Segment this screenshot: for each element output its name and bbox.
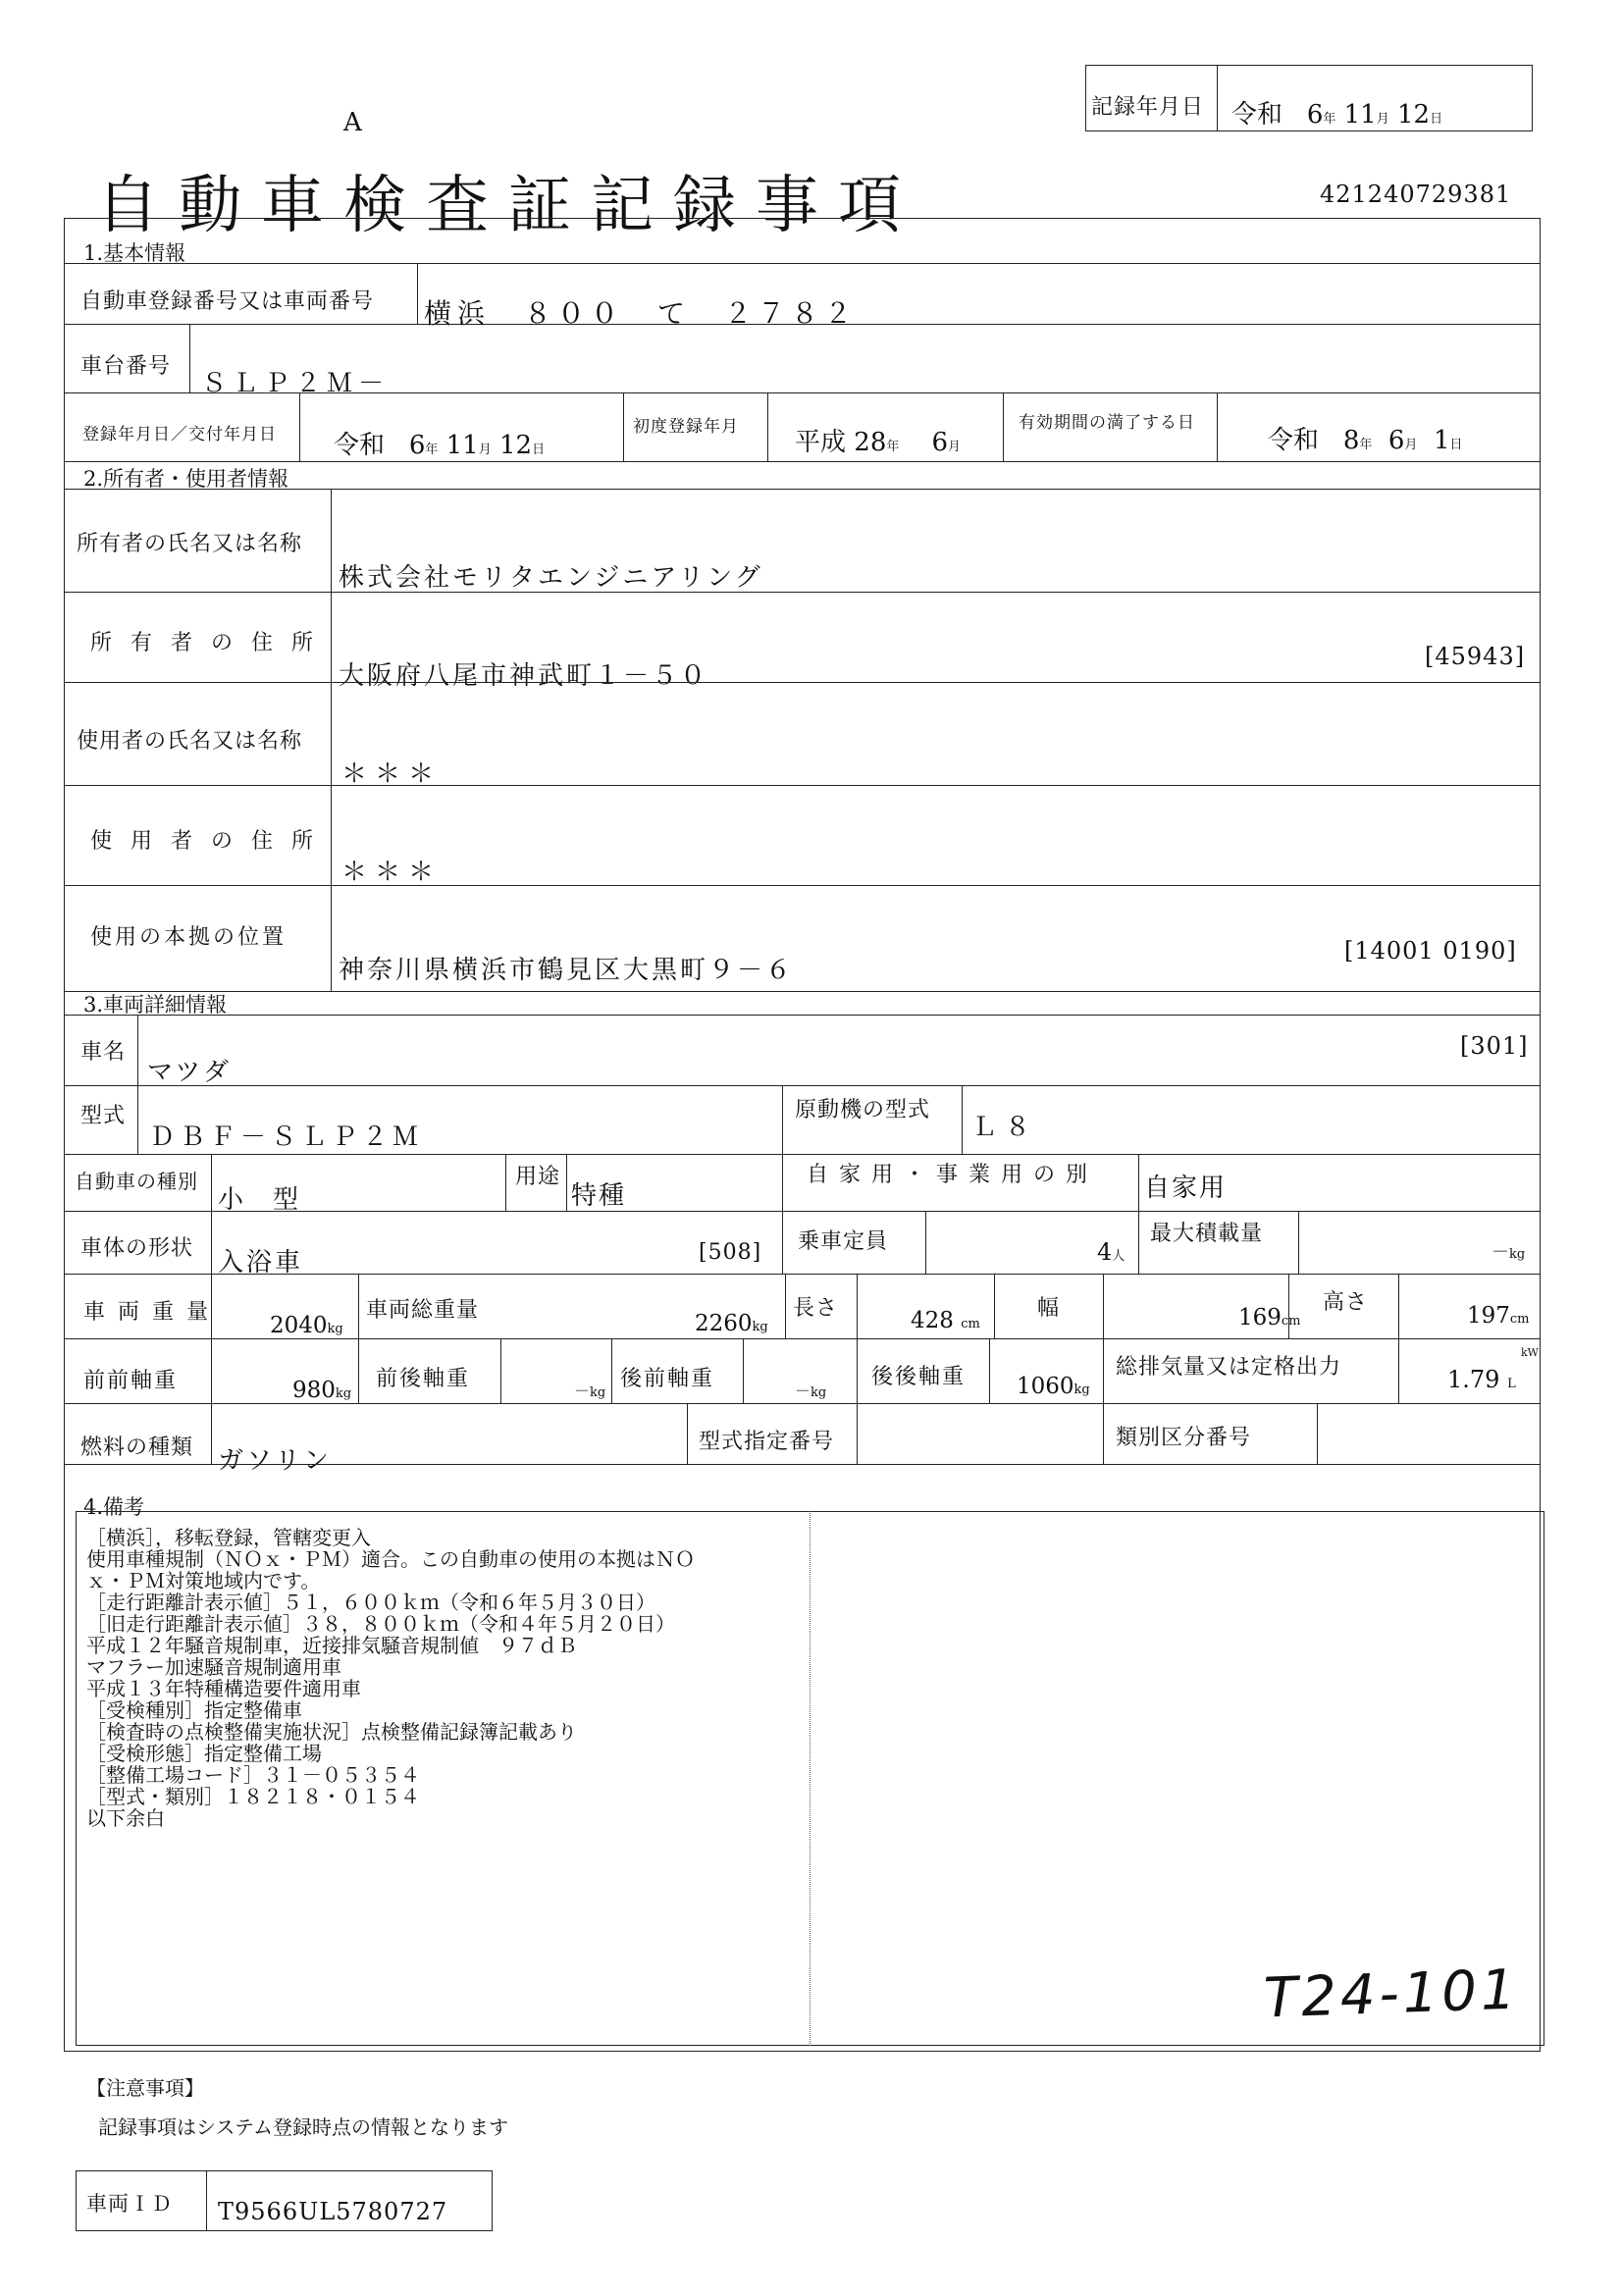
rr-axle-value: 1060kg — [1017, 1374, 1090, 1399]
base-location-label: 使用の本拠の位置 — [90, 925, 288, 950]
section-remarks-title: 4.備考 — [83, 1495, 145, 1519]
section-basic-title: 1.基本情報 — [83, 241, 186, 265]
vehicle-id-label: 車両ＩＤ — [86, 2192, 173, 2216]
issue-date-value: 令和 6年 11月 12日 — [334, 431, 546, 460]
body-shape-value: 入浴車 — [218, 1248, 304, 1278]
record-date-label: 記録年月日 — [1091, 95, 1205, 120]
user-name-value: ＊＊＊ — [341, 759, 443, 789]
remark-line: ［横浜］，移転登録，管轄変更入 — [86, 1526, 371, 1549]
remark-line: 以下余白 — [86, 1806, 165, 1830]
type-designation-label: 型式指定番号 — [699, 1430, 835, 1454]
user-name-label: 使用者の氏名又は名称 — [77, 729, 303, 754]
body-shape-code: [508] — [699, 1240, 762, 1265]
remark-line: ［受検形態］指定整備工場 — [86, 1742, 322, 1765]
fr-axle-value: －kg — [574, 1382, 606, 1400]
weight-label: 車 両 重 量 — [83, 1300, 211, 1325]
expiry-value: 令和 8年 6月 1日 — [1268, 426, 1463, 455]
owner-name-value: 株式会社モリタエンジニアリング — [339, 563, 763, 593]
ff-axle-label: 前前軸重 — [83, 1369, 179, 1393]
remark-line: ［受検種別］指定整備車 — [86, 1698, 302, 1722]
ff-axle-value: 980kg — [292, 1378, 352, 1403]
user-address-value: ＊＊＊ — [341, 858, 443, 887]
expiry-label: 有効期間の満了する日 — [1019, 413, 1195, 433]
remark-line: 平成１２年騒音規制車，近接排気騒音規制値 ９７ｄＢ — [86, 1634, 577, 1657]
reg-number-label: 自動車登録番号又は車両番号 — [80, 289, 375, 314]
chassis-label: 車台番号 — [80, 354, 172, 379]
notice-text: 記録事項はシステム登録時点の情報となります — [98, 2115, 508, 2139]
capacity-value: 4人 — [1097, 1238, 1125, 1266]
purpose-label: 自 家 用 ・ 事 業 用 の 別 — [807, 1163, 1089, 1187]
owner-name-label: 所有者の氏名又は名称 — [77, 532, 303, 556]
owner-address-code: [45943] — [1425, 643, 1526, 670]
max-load-value: －kg — [1491, 1242, 1526, 1263]
model-value: ＤＢＦ－ＳＬＰ２Ｍ — [149, 1122, 424, 1152]
vehicle-kind-label: 自動車の種別 — [75, 1170, 198, 1193]
remarks-list — [86, 1527, 695, 1829]
vehicle-kind-value: 小 型 — [218, 1185, 301, 1215]
remark-line: ［検査時の点検整備実施状況］点検整備記録簿記載あり — [86, 1720, 577, 1744]
purpose-value: 自家用 — [1144, 1174, 1228, 1203]
use-label: 用途 — [515, 1165, 561, 1189]
form-code: A — [343, 108, 362, 137]
max-load-label: 最大積載量 — [1150, 1222, 1264, 1246]
height-label: 高さ — [1323, 1290, 1369, 1315]
rr-axle-label: 後後軸重 — [871, 1365, 967, 1389]
remarks-divider — [810, 1511, 811, 2046]
displacement-label: 総排気量又は定格出力 — [1116, 1355, 1342, 1380]
remark-line: ［旧走行距離計表示値］３８，８００ｋｍ（令和４年５月２０日） — [86, 1612, 675, 1636]
handwritten-note: T24-101 — [1262, 1957, 1521, 2031]
reg-number-value: 横浜 ８００ て ２７８２ — [424, 297, 859, 330]
model-label: 型式 — [80, 1104, 127, 1128]
remark-line: 平成１３年特種構造要件適用車 — [86, 1677, 361, 1700]
rf-axle-label: 後前軸重 — [620, 1367, 715, 1391]
width-label: 幅 — [1037, 1296, 1061, 1321]
body-shape-label: 車体の形状 — [80, 1236, 194, 1261]
record-date-value: 令和 6年 11月 12日 — [1231, 100, 1443, 130]
engine-model-label: 原動機の型式 — [795, 1098, 931, 1122]
length-label: 長さ — [793, 1296, 839, 1321]
base-location-value: 神奈川県横浜市鶴見区大黒町９－６ — [339, 956, 795, 985]
fuel-value: ガソリン — [218, 1446, 333, 1476]
weight-value: 2040kg — [270, 1313, 343, 1338]
use-value: 特種 — [571, 1181, 627, 1211]
section-vehicle-title: 3.車両詳細情報 — [83, 993, 228, 1017]
notice-title: 【注意事項】 — [86, 2076, 204, 2100]
remark-line: ［型式・類別］１８２１８・０１５４ — [86, 1785, 420, 1808]
chassis-value: ＳＬＰ２Ｍ－ — [201, 369, 391, 398]
remark-line: ［整備工場コード］３１－０５３５４ — [86, 1763, 420, 1787]
rf-axle-value: －kg — [795, 1382, 827, 1400]
displacement-value: 1.79 L — [1447, 1366, 1516, 1393]
width-value: 169cm — [1238, 1305, 1301, 1331]
section-owner-title: 2.所有者・使用者情報 — [83, 467, 289, 491]
first-reg-value: 平成 28年 6月 — [795, 428, 962, 457]
vehicle-id-value: T9566UL5780727 — [218, 2198, 448, 2225]
owner-address-label: 所 有 者 の 住 所 — [90, 631, 319, 655]
page-title: 自動車検査証記録事項 — [96, 170, 920, 242]
fr-axle-label: 前後軸重 — [376, 1367, 471, 1391]
remark-line: 使用車種規制（ＮＯｘ・ＰＭ）適合。この自動車の使用の本拠はＮＯ — [86, 1547, 695, 1571]
remark-line: ［走行距離計表示値］５１，６００ｋｍ（令和６年５月３０日） — [86, 1591, 655, 1614]
remark-line: ｘ・ＰＭ対策地域内です。 — [86, 1569, 321, 1592]
engine-model-value: Ｌ８ — [971, 1113, 1039, 1142]
owner-address-value: 大阪府八尾市神武町１－５０ — [339, 661, 709, 691]
user-address-label: 使 用 者 の 住 所 — [90, 829, 319, 854]
displacement-unit-top: kW — [1521, 1346, 1539, 1359]
issue-date-label: 登録年月日／交付年月日 — [82, 425, 277, 444]
base-location-code: [14001 0190] — [1344, 937, 1517, 965]
doc-number: 421240729381 — [1320, 181, 1512, 208]
length-value: 428 cm — [911, 1308, 980, 1333]
gross-weight-value: 2260kg — [695, 1311, 768, 1336]
fuel-label: 燃料の種類 — [80, 1435, 194, 1460]
vehicle-name-code: [301] — [1460, 1032, 1529, 1060]
first-reg-label: 初度登録年月 — [633, 417, 739, 437]
capacity-label: 乗車定員 — [798, 1229, 889, 1254]
remark-line: マフラー加速騒音規制適用車 — [86, 1655, 341, 1679]
height-value: 197cm — [1467, 1303, 1530, 1329]
gross-weight-label: 車両総重量 — [366, 1298, 480, 1323]
vehicle-name-label: 車名 — [80, 1040, 127, 1065]
vehicle-name-value: マツダ — [147, 1058, 232, 1087]
class-number-label: 類別区分番号 — [1116, 1426, 1252, 1450]
